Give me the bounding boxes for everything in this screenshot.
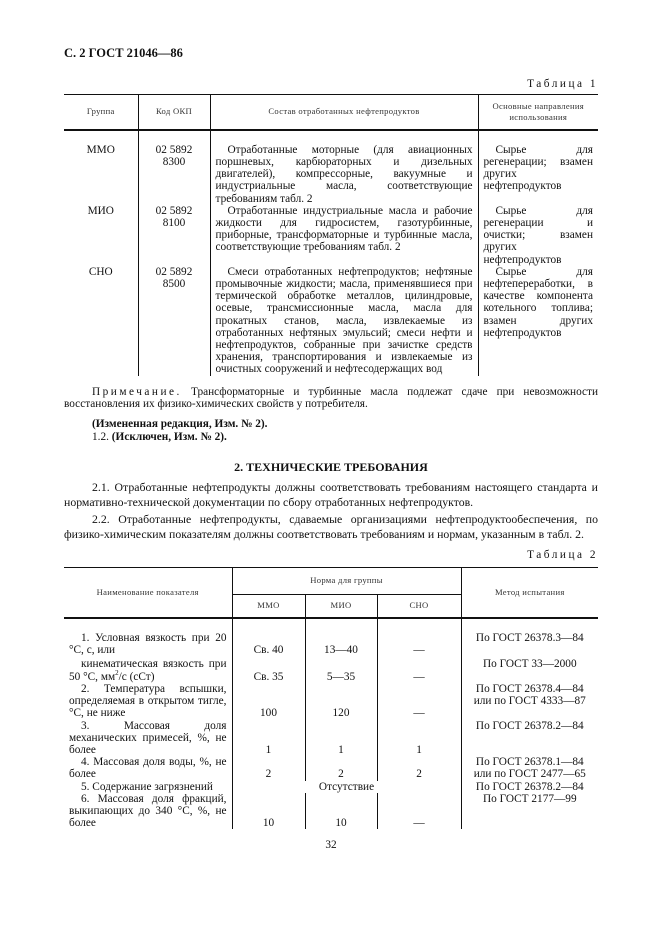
mmo-cell: 2: [232, 756, 305, 780]
sno-cell: 2: [377, 756, 461, 780]
item-1-2: [64, 431, 598, 443]
mmo-cell: 10: [232, 793, 305, 830]
group-cell: МИО: [87, 204, 114, 217]
method-cell: По ГОСТ 26378.2—84: [461, 720, 598, 757]
col-sno: СНО: [377, 594, 461, 618]
col-indicator-name: Наименование показателя: [64, 567, 232, 618]
table-row: [64, 656, 598, 682]
table1-note: [64, 386, 598, 410]
mio-cell: 1: [305, 720, 377, 757]
sno-cell: —: [377, 793, 461, 830]
mio-cell: 10: [305, 793, 377, 830]
table-1: [64, 94, 598, 375]
indicator-cell: 5. Содержание загрязнений: [81, 780, 213, 793]
col-mmo: ММО: [232, 594, 305, 618]
amendment-note: (Измененная редакция, Изм. № 2).: [92, 417, 268, 430]
document-page: [64, 0, 598, 872]
table-row: [64, 144, 598, 205]
col-method: Метод испытания: [461, 567, 598, 618]
table-row: [64, 720, 598, 757]
sno-cell: —: [377, 683, 461, 720]
table1-caption: Таблица 1: [527, 78, 598, 90]
composition-cell: Смеси отработанных нефтепродуктов; нефтяные промывочные жидкости; масла, применявшиеся при термической обработке металлов, цилиндровые, осевые, трансмиссионные масла, масла для прокатных станов, масла, извлекаемые из отработанных нефтяных эмульсий; смеси нефти и нефтепродуктов, собранные при зачистке средств хранения, транспортирования и извлекаемые из очистных сооружений и нефтесодержащих вод: [210, 266, 478, 376]
mmo-cell: Св. 35: [232, 656, 305, 682]
section-2-heading: 2. ТЕХНИЧЕСКИЕ ТРЕБОВАНИЯ: [234, 460, 428, 475]
table-row: [64, 266, 598, 376]
col-usage: Основные направления использования: [478, 95, 598, 130]
sno-cell: —: [377, 656, 461, 682]
all-groups-cell: Отсутствие: [232, 781, 461, 793]
indicator-cell: [64, 656, 232, 682]
indicator-cell: 2. Температура вспышки, определяемая в открытом тигле, °С, не ниже: [69, 682, 227, 720]
table-row: [64, 756, 598, 780]
indicator-cell: 1. Условная вязкость при 20 °С, с, или: [69, 632, 227, 657]
mio-cell: 2: [305, 756, 377, 780]
usage-cell: Сырье для регенерации и очистки; взамен других нефтепродуктов: [478, 205, 598, 266]
mio-cell: 13—40: [305, 632, 377, 656]
group-cell: ММО: [86, 143, 115, 156]
table-row: [64, 781, 598, 793]
page-header: С. 2 ГОСТ 21046—86: [64, 46, 183, 60]
mmo-cell: 1: [232, 720, 305, 757]
item-number: 1.2.: [92, 431, 109, 444]
col-okp: Код ОКП: [138, 95, 210, 130]
table-2: [64, 567, 598, 830]
code-cell: 02 5892 8100: [138, 205, 210, 266]
col-group: Группа: [86, 106, 115, 117]
usage-cell: Сырье для нефтепереработки, в качестве компонента котельного топлива; взамен других нефтепродуктов: [478, 266, 598, 376]
col-norm: Норма для группы: [232, 567, 461, 594]
group-cell: СНО: [88, 265, 113, 278]
col-composition: Состав отработанных нефтепродуктов: [210, 95, 478, 130]
method-cell: По ГОСТ 2177—99: [461, 793, 598, 830]
col-mio: МИО: [305, 594, 377, 618]
method-cell: По ГОСТ 33—2000: [461, 656, 598, 682]
usage-cell: Сырье для регенерации; взамен других нефтепродуктов: [478, 144, 598, 205]
item-text: (Исключен, Изм. № 2).: [111, 431, 227, 444]
paragraph-2-2: 2.2. Отработанные нефтепродукты, сдаваемые организациями нефтепродуктообеспечения, по физико-химическим показателям должны соответствовать требованиям и нормам, указанным в табл. 2.: [64, 512, 598, 541]
mio-cell: 5—35: [305, 656, 377, 682]
sno-cell: 1: [377, 720, 461, 757]
note-label: Примечание.: [92, 385, 182, 398]
table2-caption: Таблица 2: [527, 549, 598, 562]
table-row: [64, 205, 598, 266]
composition-cell: Отработанные индустриальные масла и рабочие жидкости для гидросистем, газотурбинные, приборные, трансформаторные и турбинные масла, соответствующие требованиям табл. 2: [210, 205, 478, 266]
code-cell: 02 5892 8500: [138, 266, 210, 376]
composition-cell: Отработанные моторные (для авиационных поршневых, карбюраторных и дизельных двигателей), компрессорные, вакуумные и индустриальные масла, соответствующие требованиям табл. 2: [210, 144, 478, 205]
indicator-cell: 4. Массовая доля воды, %, не более: [69, 756, 227, 781]
mio-cell: 120: [305, 683, 377, 720]
method-cell: По ГОСТ 26378.3—84: [461, 632, 598, 656]
indicator-cell: 3. Массовая доля механических примесей, %, не более: [69, 719, 227, 756]
mmo-cell: 100: [232, 683, 305, 720]
table-row: [64, 632, 598, 656]
indicator-cell: 6. Массовая доля фракций, выкипающих до 340 °С, %, не более: [69, 792, 227, 830]
method-cell: По ГОСТ 26378.2—84: [461, 781, 598, 793]
paragraph-2-1: 2.1. Отработанные нефтепродукты должны соответствовать требованиям настоящего стандарта и нормативно-технической документации по сбору отработанных нефтепродуктов.: [64, 480, 598, 509]
table-row: [64, 683, 598, 720]
code-cell: 02 5892 8300: [138, 144, 210, 205]
table-row: [64, 793, 598, 830]
sno-cell: —: [377, 632, 461, 656]
method-cell: По ГОСТ 26378.4—84 или по ГОСТ 4333—87: [461, 683, 598, 720]
note-text: Трансформаторные и турбинные масла подлежат сдаче при невозможности восстановления их физико-химических свойств у потребителя.: [64, 385, 598, 410]
indicator-text: кинематическая вязкость при 50 °С, мм: [69, 658, 227, 683]
mmo-cell: Св. 40: [232, 632, 305, 656]
page-number: 32: [325, 839, 337, 852]
superscript: 2: [115, 668, 119, 677]
method-cell: По ГОСТ 26378.1—84 или по ГОСТ 2477—65: [461, 756, 598, 780]
indicator-text: /с (сСт): [118, 670, 155, 683]
